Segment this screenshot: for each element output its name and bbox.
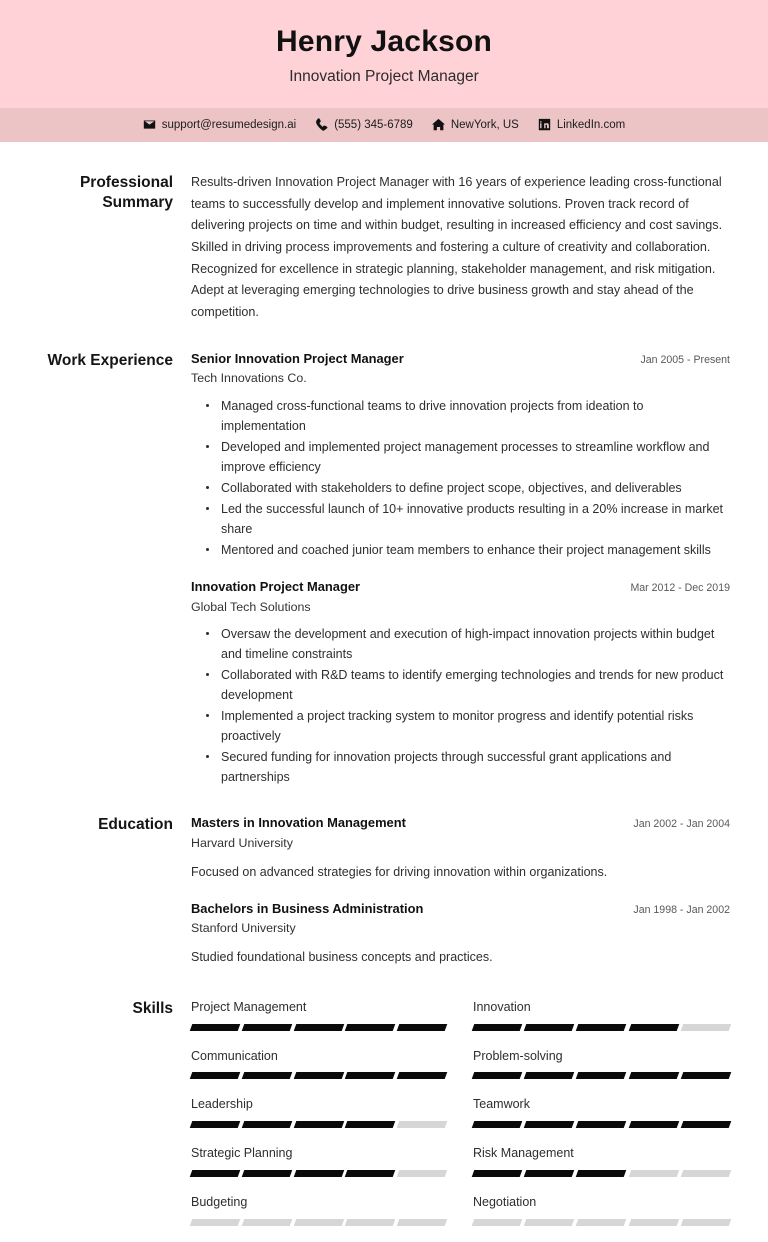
skill-level-segment [524, 1170, 575, 1177]
contact-phone-text: (555) 345-6789 [334, 118, 413, 131]
skill-level-segment [628, 1219, 679, 1226]
work-entry-head [191, 578, 730, 597]
skill-name: Innovation [473, 999, 531, 1014]
home-icon [432, 118, 445, 131]
education-content [191, 814, 730, 967]
skill-level-segment [472, 1024, 523, 1031]
skill-level-segment [190, 1121, 240, 1128]
work-entry-date: Mar 2012 - Dec 2019 [630, 581, 730, 594]
education-entry-date: Jan 2002 - Jan 2004 [633, 818, 730, 831]
skill-level-bar [191, 1072, 446, 1079]
section-education [0, 814, 730, 967]
list-item: Managed cross-functional teams to drive innovation projects from ideation to implementation [219, 396, 730, 436]
contact-item-email[interactable] [143, 118, 296, 131]
education-entry-head [191, 900, 730, 919]
skill-name: Problem-solving [473, 1048, 563, 1063]
summary-content [191, 172, 730, 324]
list-item: Developed and implemented project management processes to streamline workflow and improve efficiency [219, 437, 730, 477]
contact-bar [0, 108, 768, 142]
list-item: Oversaw the development and execution of high-impact innovation projects within budget and timeline constraints [219, 624, 730, 664]
skill-level-segment [576, 1024, 627, 1031]
education-entry-title: Masters in Innovation Management [191, 815, 406, 831]
work-entry [191, 350, 730, 560]
skill-level-bar [473, 1121, 730, 1128]
skill-item [473, 1095, 730, 1144]
skill-level-segment [293, 1024, 343, 1031]
skill-item [191, 1095, 446, 1144]
skill-level-segment [242, 1121, 292, 1128]
skill-item [473, 1047, 730, 1096]
skill-level-bar [473, 1024, 730, 1031]
skill-level-segment [345, 1219, 395, 1226]
skills-grid [191, 998, 730, 1242]
skill-name: Budgeting [191, 1194, 248, 1209]
skill-level-segment [628, 1072, 679, 1079]
skill-level-segment [293, 1219, 343, 1226]
skill-level-bar [473, 1072, 730, 1079]
skill-level-segment [681, 1121, 732, 1128]
skill-level-segment [681, 1024, 732, 1031]
skill-level-segment [524, 1219, 575, 1226]
skill-name: Teamwork [473, 1097, 530, 1112]
skill-name: Negotiation [473, 1194, 537, 1209]
page-title: Henry Jackson [275, 25, 493, 58]
education-entry [191, 900, 730, 967]
contact-item-phone[interactable] [315, 118, 413, 131]
work-entry-title: Senior Innovation Project Manager [191, 350, 404, 366]
skill-level-segment [190, 1072, 240, 1079]
contact-email-text: support@resumedesign.ai [161, 118, 297, 131]
work-entry-title: Innovation Project Manager [191, 578, 361, 594]
skill-level-segment [472, 1219, 523, 1226]
skill-level-bar [191, 1219, 446, 1226]
skill-level-segment [472, 1121, 523, 1128]
list-item: Collaborated with R&D teams to identify emerging technologies and trends for new product development [219, 665, 730, 705]
skill-level-segment [524, 1024, 575, 1031]
skill-name: Risk Management [473, 1146, 574, 1161]
section-label-summary: Professional Summary [79, 173, 173, 211]
list-item: Implemented a project tracking system to monitor progress and identify potential risks proactively [219, 706, 730, 746]
header-job-title: Innovation Project Manager [289, 67, 479, 85]
contact-location-text: NewYork, US [450, 118, 519, 131]
skill-item [191, 1144, 446, 1193]
skill-level-bar [191, 1024, 446, 1031]
envelope-icon [143, 118, 156, 131]
skill-level-segment [576, 1121, 627, 1128]
skill-name: Project Management [191, 999, 307, 1014]
education-entry-date: Jan 1998 - Jan 2002 [633, 903, 730, 916]
skill-level-bar [473, 1219, 730, 1226]
skill-level-segment [472, 1072, 523, 1079]
skill-level-segment [242, 1170, 292, 1177]
skill-level-segment [524, 1121, 575, 1128]
skill-level-segment [681, 1170, 732, 1177]
skill-item [191, 998, 446, 1047]
work-entry-bullets [191, 624, 730, 787]
skill-level-segment [681, 1219, 732, 1226]
skill-level-segment [628, 1170, 679, 1177]
skill-level-segment [681, 1072, 732, 1079]
skill-level-segment [576, 1072, 627, 1079]
skill-level-segment [345, 1024, 395, 1031]
skill-item [473, 1144, 730, 1193]
skill-level-segment [242, 1072, 292, 1079]
section-label-work: Work Experience [47, 351, 173, 369]
resume-header [0, 0, 768, 108]
resume-body [0, 172, 768, 1242]
skill-item [473, 998, 730, 1047]
contact-item-linkedin[interactable] [538, 118, 625, 131]
skill-level-segment [472, 1170, 523, 1177]
education-entry-org: Stanford University [191, 921, 296, 936]
skill-level-segment [190, 1024, 240, 1031]
skill-name: Leadership [191, 1097, 253, 1112]
work-entry-head [191, 350, 730, 369]
work-entry-org: Global Tech Solutions [191, 599, 311, 614]
section-label-education: Education [98, 816, 173, 834]
skill-level-segment [397, 1219, 447, 1226]
section-work-experience [0, 350, 730, 789]
skill-level-segment [345, 1072, 395, 1079]
education-entry-head [191, 814, 730, 833]
list-item: Secured funding for innovation projects through successful grant applications and partnerships [219, 747, 730, 787]
contact-linkedin-text: LinkedIn.com [556, 118, 626, 131]
section-professional-summary [0, 172, 730, 324]
skill-level-segment [628, 1121, 679, 1128]
phone-icon [315, 118, 328, 131]
list-item: Collaborated with stakeholders to define project scope, objectives, and deliverables [219, 478, 730, 498]
education-entry-desc: Studied foundational business concepts and practices. [191, 949, 493, 964]
skill-item [191, 1047, 446, 1096]
skill-level-segment [524, 1072, 575, 1079]
linkedin-icon [538, 118, 551, 131]
skill-level-segment [345, 1170, 395, 1177]
skill-level-segment [576, 1170, 627, 1177]
summary-text: Results-driven Innovation Project Manager with 16 years of experience leading cross-functional teams to successfully develop and implement innovative solutions. Proven track record of delivering projects on time and within budget, resulting in increased efficiency and cost savings. Skilled in driving process improvements and fostering a culture of creativity and collaboration. Recognized for excellence in strategic planning, stakeholder management, and risk mitigation. Adept at leveraging emerging technologies to drive business growth and stay ahead of the competition. [191, 174, 723, 319]
skill-level-bar [191, 1121, 446, 1128]
education-entry [191, 814, 730, 881]
skill-level-segment [345, 1121, 395, 1128]
skill-level-segment [293, 1072, 343, 1079]
skills-content [191, 998, 730, 1242]
skill-level-bar [473, 1170, 730, 1177]
section-label-skills: Skills [132, 999, 173, 1017]
skill-level-bar [191, 1170, 446, 1177]
work-entry [191, 578, 730, 787]
education-entry-org: Harvard University [191, 835, 293, 850]
section-skills [0, 998, 730, 1242]
work-content [191, 350, 730, 789]
work-entry-bullets [191, 396, 730, 560]
education-entry-title: Bachelors in Business Administration [191, 900, 424, 916]
skill-level-segment [190, 1170, 240, 1177]
skill-level-segment [242, 1024, 292, 1031]
skill-name: Strategic Planning [191, 1146, 293, 1161]
skill-level-segment [397, 1024, 447, 1031]
skill-name: Communication [191, 1048, 278, 1063]
contact-item-location[interactable] [432, 118, 519, 131]
skill-level-segment [397, 1121, 447, 1128]
education-entry-desc: Focused on advanced strategies for driving innovation within organizations. [191, 864, 608, 879]
skill-level-segment [397, 1170, 447, 1177]
skill-level-segment [190, 1219, 240, 1226]
skill-level-segment [242, 1219, 292, 1226]
skill-item [473, 1193, 730, 1242]
skill-level-segment [293, 1170, 343, 1177]
work-entry-org: Tech Innovations Co. [191, 371, 307, 386]
list-item: Led the successful launch of 10+ innovative products resulting in a 20% increase in market share [219, 499, 730, 539]
skill-item [191, 1193, 446, 1242]
work-entry-date: Jan 2005 - Present [640, 353, 730, 366]
skill-level-segment [576, 1219, 627, 1226]
skill-level-segment [628, 1024, 679, 1031]
list-item: Mentored and coached junior team members to enhance their project management skills [219, 540, 730, 560]
skill-level-segment [293, 1121, 343, 1128]
skill-level-segment [397, 1072, 447, 1079]
